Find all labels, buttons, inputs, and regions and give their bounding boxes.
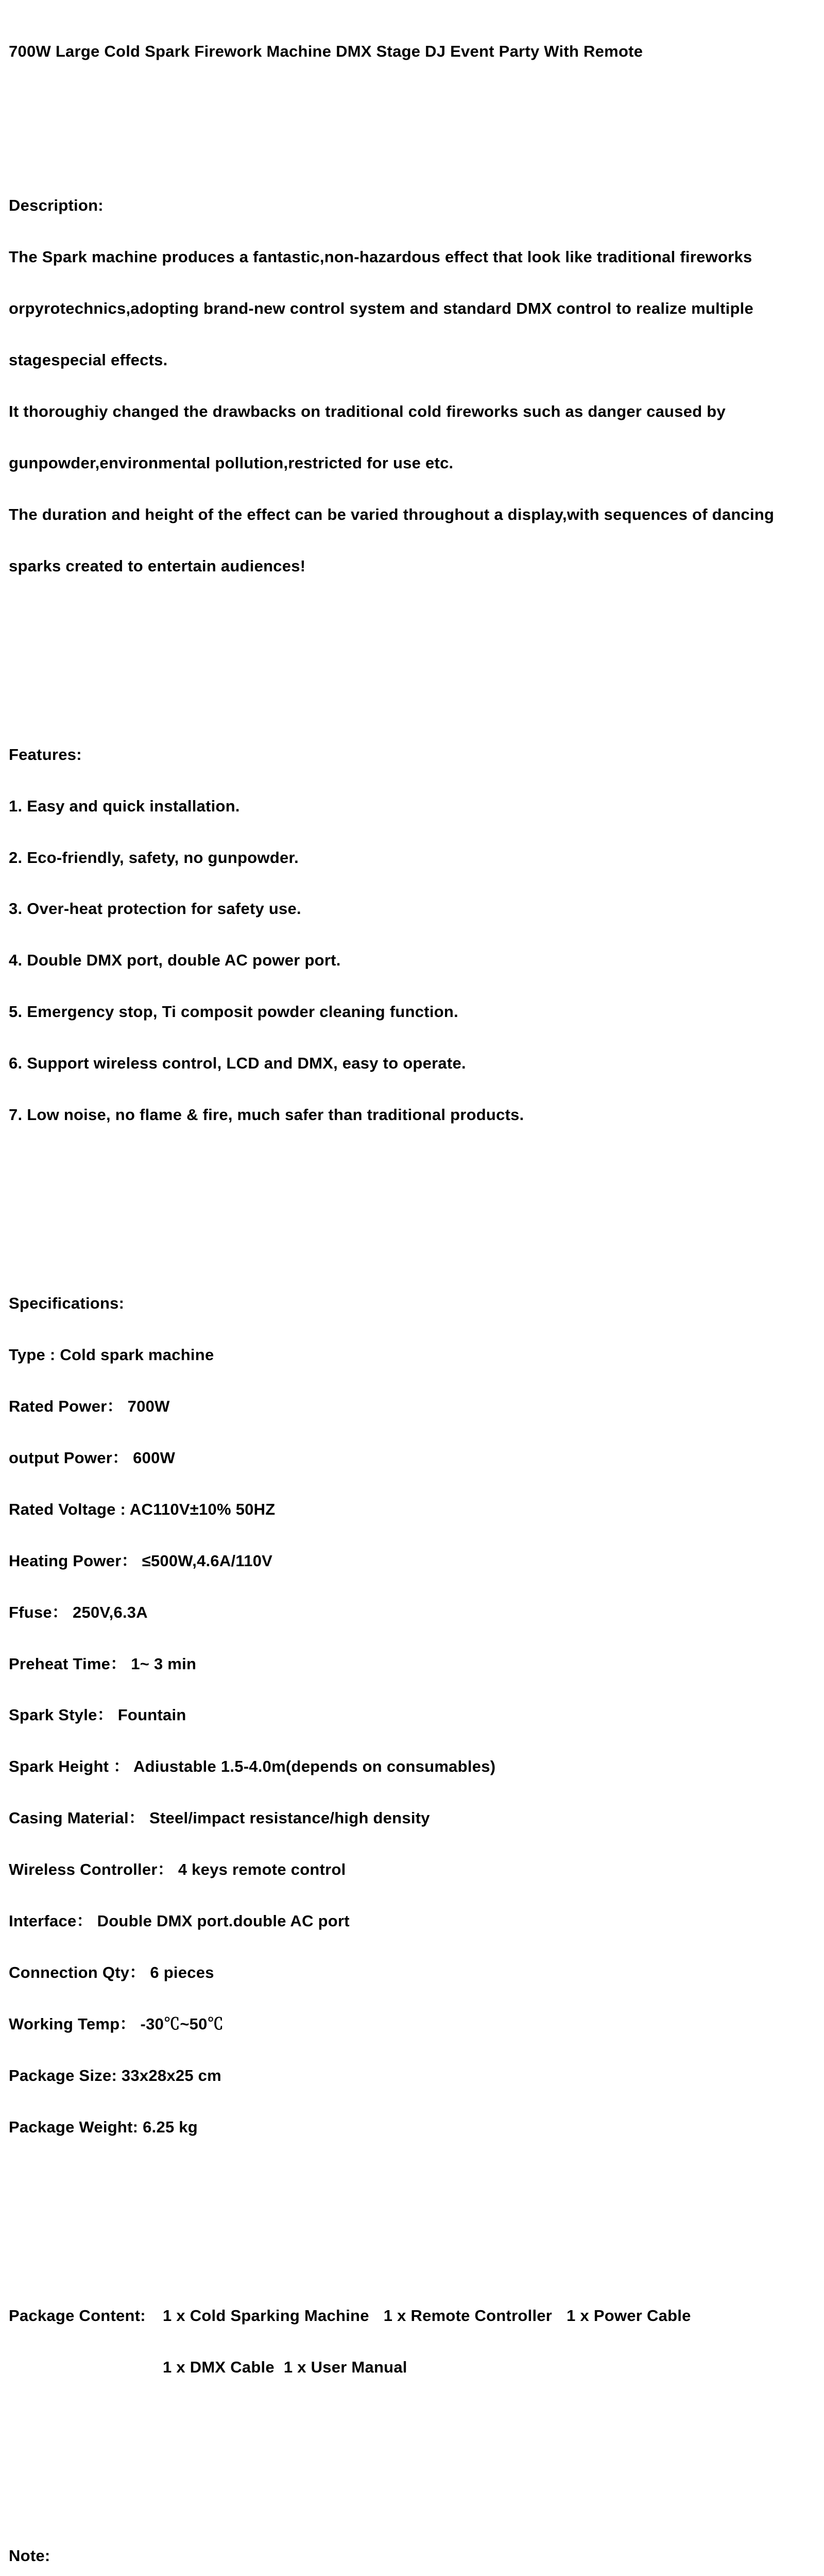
package-item: 1 x Power Cable [566,2306,691,2325]
description-line: stagespecial effects. [9,350,168,369]
product-title: 700W Large Cold Spark Firework Machine DMX Stage DJ Event Party With Remote [9,42,643,60]
spec-item: Package Size: 33x28x25 cm [9,2066,221,2084]
note-heading: Note: [9,2546,50,2565]
description-line: The Spark machine produces a fantastic,non-hazardous effect that look like traditional fireworks [9,248,752,266]
feature-item: 6. Support wireless control, LCD and DMX, easy to operate. [9,1054,466,1073]
spec-item: Working Temp： -30℃~50℃ [9,2014,224,2033]
spacer [9,94,821,111]
spec-item: Preheat Time： 1~ 3 min [9,1654,197,1673]
package-item: 1 x Remote Controller [383,2306,553,2325]
feature-item: 1. Easy and quick installation. [9,796,240,815]
note-section [9,2513,821,2576]
spec-item: output Power： 600W [9,1448,176,1467]
spacer [9,2444,821,2461]
feature-item: 4. Double DMX port, double AC power port. [9,951,341,970]
spec-item: Type : Cold spark machine [9,1346,214,1364]
package-content-label: Package Content: [9,2306,146,2325]
spec-item: Package Weight: 6.25 kg [9,2117,198,2136]
description-section [9,163,821,609]
feature-item: 5. Emergency stop, Ti composit powder cleaning function. [9,1003,458,1021]
spec-item: Interface： Double DMX port.double AC port [9,1911,350,1930]
spacer [9,643,821,660]
spec-item: Spark Height ： Adiustable 1.5-4.0m(depends on consumables) [9,1757,496,1776]
features-section [9,711,821,1158]
spacer [9,1192,821,1209]
package-content-row [9,2307,821,2324]
features-heading: Features: [9,745,82,764]
spec-item: Casing Material： Steel/impact resistance/high density [9,1809,430,1827]
specifications-section [9,1261,821,2170]
package-item: 1 x Cold Sparking Machine [163,2306,369,2325]
spec-item: Rated Power： 700W [9,1397,170,1416]
description-line: It thoroughiy changed the drawbacks on traditional cold fireworks such as danger caused by [9,402,726,420]
spec-item: Heating Power： ≤500W,4.6A/110V [9,1551,273,1570]
spacer [9,2204,821,2221]
spec-item: Connection Qty： 6 pieces [9,1963,214,1981]
feature-item: 3. Over-heat protection for safety use. [9,900,301,918]
package-content-row [9,2359,821,2376]
specifications-heading: Specifications: [9,1294,125,1313]
description-line: orpyrotechnics,adopting brand-new control system and standard DMX control to realize multiple [9,299,753,318]
spec-item: Rated Voltage : AC110V±10% 50HZ [9,1500,276,1518]
feature-item: 7. Low noise, no flame & fire, much safer than traditional products. [9,1106,524,1124]
description-line: The duration and height of the effect can be varied throughout a display,with sequences of dancing [9,505,775,523]
package-item: 1 x User Manual [283,2358,407,2376]
spec-item: Spark Style： Fountain [9,1706,186,1724]
spec-item: Wireless Controller： 4 keys remote control [9,1860,346,1879]
package-content-section [9,2273,821,2410]
package-item: 1 x DMX Cable [163,2358,274,2376]
feature-item: 2. Eco-friendly, safety, no gunpowder. [9,848,299,867]
description-line: gunpowder,environmental pollution,restricted for use etc. [9,453,454,472]
description-line: sparks created to entertain audiences! [9,556,306,575]
spec-item: Ffuse： 250V,6.3A [9,1603,148,1621]
description-heading: Description: [9,196,104,215]
product-listing-document [9,8,821,2576]
